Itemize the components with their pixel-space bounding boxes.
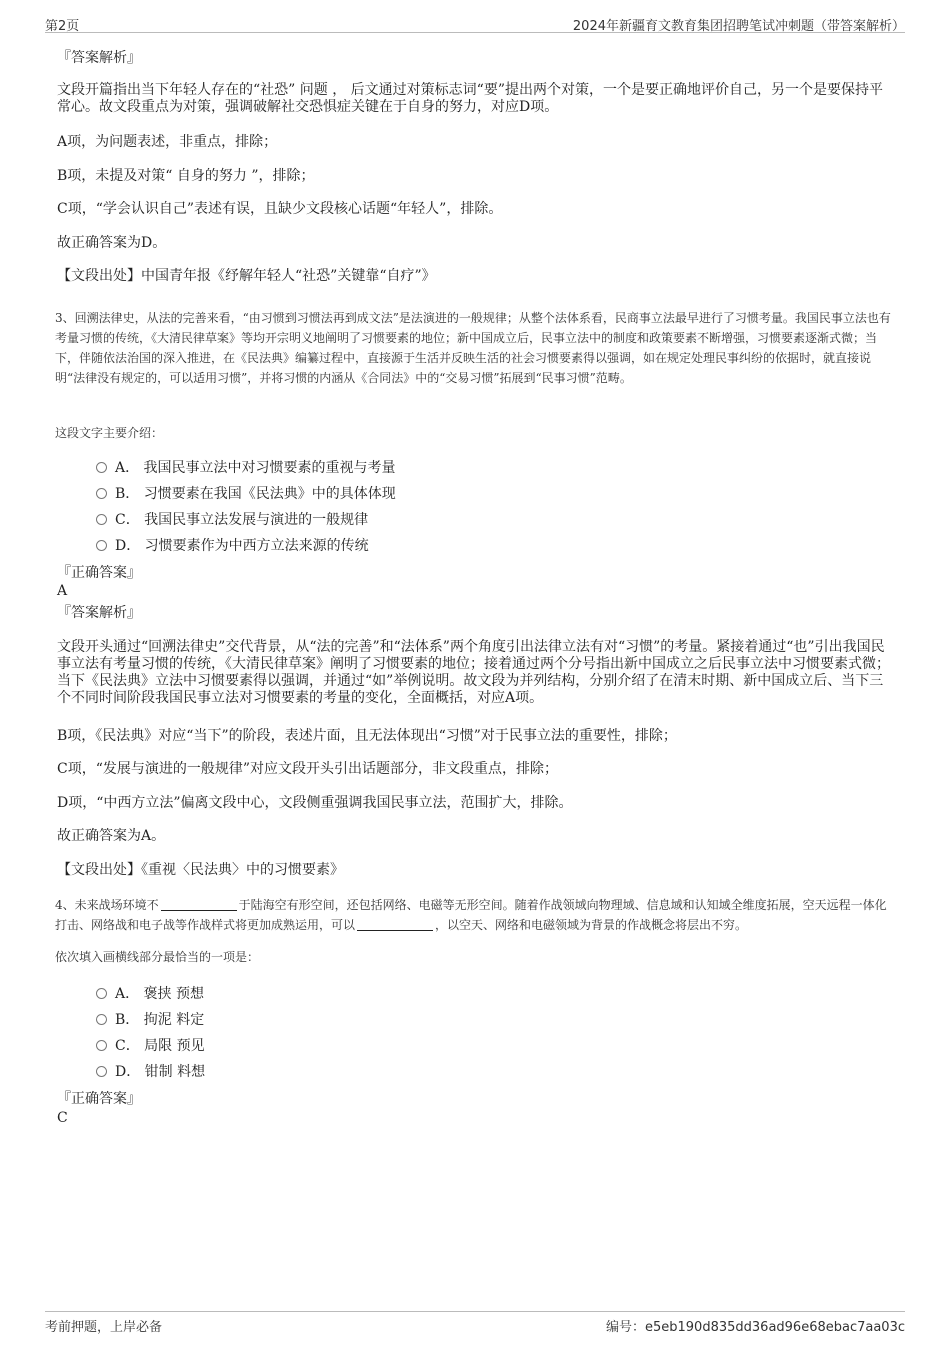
q3-option-c[interactable]: C． 我国民事立法发展与演进的一般规律 xyxy=(96,511,368,529)
q4-option-d[interactable]: D． 钳制 料想 xyxy=(96,1063,205,1081)
q3-stem: 3、回溯法律史，从法的完善来看，“由习惯到习惯法再到成文法”是法演进的一般规律；从整个法体系看，民商事立法最早进行了习惯考量。我国民事立法也有考量习惯的传统，《大清民律草案》等均开宗明义地阐明了习惯要素的地位；新中国成立后，民事立法中的制度和政策要素不断增强，习惯要素逐渐式微；当下，伴随依法治国的深入推进，在《民法典》编纂过程中，直接源于生活并反映生活的社会习惯要素得以强调，如在规定处理民事纠纷的依据时，就直接说明“法律没有规定的，可以适用习惯”，并将习惯的内涵从《合同法》中的“交易习惯”拓展到“民事习惯”范畴。 xyxy=(55,311,891,385)
page-header xyxy=(45,12,905,33)
q4-stem: 4、未来战场环境不 于陆海空有形空间，还包括网络、电磁等无形空间。随着作战领域向物理域、信息域和认知域全维度拓展，空天远程一体化打击、网络战和电子战等作战样式将更加成熟运用，可以 ，以空天、网络和电磁领域为背景的作战概念将层出不穷。 xyxy=(55,898,887,932)
page-number: 第2页 xyxy=(45,19,80,34)
fill-blank-2 xyxy=(357,918,433,931)
radio-icon[interactable] xyxy=(96,514,107,525)
q3-answer: A xyxy=(57,583,68,599)
q3-option-d[interactable]: D． 习惯要素作为中西方立法来源的传统 xyxy=(96,537,369,555)
q2-conclusion: 故正确答案为D。 xyxy=(57,235,167,251)
q4-option-a[interactable]: A． 褒挟 预想 xyxy=(96,985,204,1003)
q4-answer-label: 『正确答案』 xyxy=(57,1091,141,1107)
q4-prompt: 依次填入画横线部分最恰当的一项是： xyxy=(55,950,260,964)
radio-icon[interactable] xyxy=(96,1014,107,1025)
radio-icon[interactable] xyxy=(96,1066,107,1077)
q3-answer-label: 『正确答案』 xyxy=(57,565,141,581)
radio-icon[interactable] xyxy=(96,488,107,499)
q3-note-c: C项，“发展与演进的一般规律”对应文段开头引出话题部分，非文段重点，排除； xyxy=(57,761,559,777)
q2-note-c: C项，“学会认识自己”表述有误，且缺少文段核心话题“年轻人”，排除。 xyxy=(57,201,503,217)
q3-analysis-label: 『答案解析』 xyxy=(57,605,141,621)
q3-note-d: D项，“中西方立法”偏离文段中心，文段侧重强调我国民事立法，范围扩大，排除。 xyxy=(57,795,573,811)
fill-blank-1 xyxy=(161,898,237,911)
page-footer xyxy=(45,1311,905,1340)
q2-analysis-label: 『答案解析』 xyxy=(57,50,141,66)
q4-option-c[interactable]: C． 局限 预见 xyxy=(96,1037,205,1055)
radio-icon[interactable] xyxy=(96,988,107,999)
q4-answer: C xyxy=(57,1110,68,1126)
q3-source: 【文段出处】《重视〈民法典〉中的习惯要素》 xyxy=(57,862,344,878)
document-code: 编号：e5eb190d835dd36ad96e68ebac7aa03c xyxy=(605,1320,905,1335)
q3-option-a[interactable]: A． 我国民事立法中对习惯要素的重视与考量 xyxy=(96,459,396,477)
q3-prompt: 这段文字主要介绍： xyxy=(55,426,164,440)
q2-note-a: A项，为问题表述，非重点，排除； xyxy=(57,134,278,150)
q2-note-b: B项，未提及对策“ 自身的努力 ”，排除； xyxy=(57,168,315,184)
document-title: 2024年新疆育文教育集团招聘笔试冲刺题（带答案解析） xyxy=(572,19,905,34)
radio-icon[interactable] xyxy=(96,540,107,551)
q3-option-b[interactable]: B． 习惯要素在我国《民法典》中的具体体现 xyxy=(96,485,396,503)
q2-analysis-text: 文段开篇指出当下年轻人存在的“社恐” 问题 ， 后文通过对策标志词“要”提出两个对策，一个是要正确地评价自己，另一个是要保持平常心。故文段重点为对策，强调破解社交恐惧症关键在于自身的努力，对应D项。 xyxy=(57,82,883,115)
q2-source: 【文段出处】中国青年报《纾解年轻人“社恐”关键靠“自疗”》 xyxy=(57,268,436,284)
q3-conclusion: 故正确答案为A。 xyxy=(57,828,166,844)
q4-option-b[interactable]: B． 拘泥 料定 xyxy=(96,1011,204,1029)
footer-slogan: 考前押题，上岸必备 xyxy=(45,1320,163,1335)
radio-icon[interactable] xyxy=(96,462,107,473)
radio-icon[interactable] xyxy=(96,1040,107,1051)
q3-analysis-text: 文段开头通过“回溯法律史”交代背景，从“法的完善”和“法体系”两个角度引出法律立法有对“习惯”的考量。紧接着通过“也”引出我国民事立法有考量习惯的传统，《大清民律草案》阐明了习惯要素的地位；接着通过两个分号指出新中国成立之后民事立法中习惯要素式微；当下《民法典》立法中习惯要素得以强调，并通过“如”举例说明。故文段为并列结构，分别介绍了在清末时期、新中国成立后、当下三个不同时间阶段我国民事立法对习惯要素的考量的变化，全面概括，对应A项。 xyxy=(57,639,890,706)
q3-note-b: B项，《民法典》对应“当下”的阶段，表述片面，且无法体现出“习惯”对于民事立法的重要性，排除； xyxy=(57,728,677,744)
